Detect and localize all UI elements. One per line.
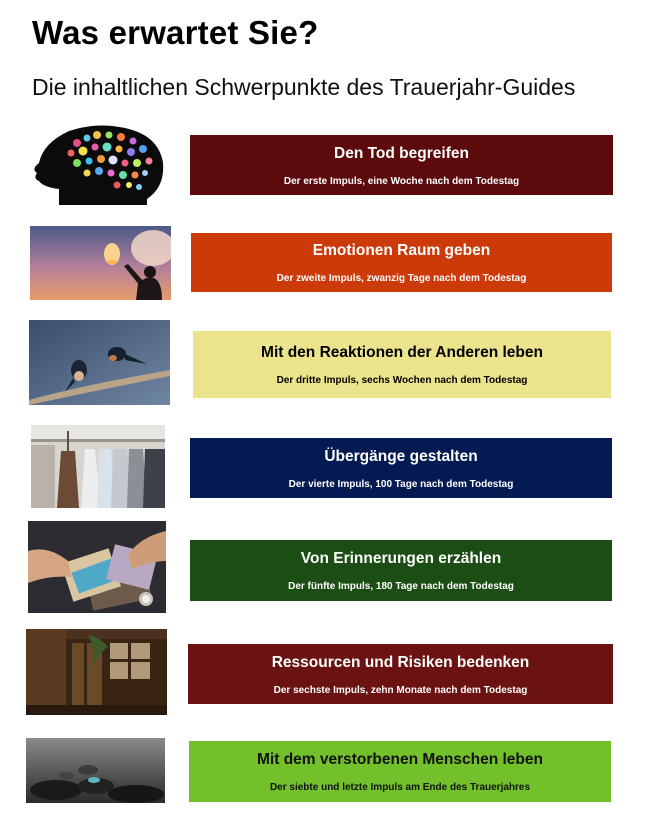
swallows-on-branch-image: [29, 320, 170, 405]
topic-subtitle: Der vierte Impuls, 100 Tage nach dem Todestag: [288, 478, 514, 490]
topic-banner-3: [193, 331, 611, 398]
topic-subtitle: Der siebte und letzte Impuls am Ende des Trauerjahres: [269, 782, 531, 793]
topic-banner-1: [190, 135, 613, 195]
topic-subtitle: Der zweite Impuls, zwanzig Tage nach dem Todestag: [276, 273, 527, 284]
topic-banner-5: [190, 540, 612, 601]
topic-title: Ressourcen und Risiken bedenken: [271, 653, 530, 671]
topic-banner-7: [189, 741, 611, 802]
wardrobe-clothes-image: [31, 425, 165, 508]
topic-banner-4: [190, 438, 612, 498]
sky-lantern-image: [30, 226, 171, 300]
topic-title: Übergänge gestalten: [324, 447, 478, 465]
topic-title: Den Tod begreifen: [334, 144, 469, 162]
topic-subtitle: Der fünfte Impuls, 180 Tage nach dem Todestag: [288, 581, 514, 592]
dark-stones-image: [26, 738, 165, 803]
topic-title: Mit dem verstorbenen Menschen leben: [257, 751, 543, 768]
topic-subtitle: Der erste Impuls, eine Woche nach dem Todestag: [283, 175, 520, 187]
page-subtitle: Die inhaltlichen Schwerpunkte des Trauerjahr-Guides: [32, 74, 576, 100]
old-wooden-door-image: [26, 629, 167, 715]
topic-title: Mit den Reaktionen der Anderen leben: [261, 344, 543, 361]
topic-banner-6: [188, 644, 613, 704]
photos-in-hands-image: [28, 521, 166, 613]
topic-subtitle: Der sechste Impuls, zehn Monate nach dem Todestag: [273, 684, 528, 696]
page-title: Was erwartet Sie?: [32, 14, 319, 51]
topic-banner-2: [191, 233, 612, 292]
brain-silhouette-image: [29, 123, 166, 205]
topic-title: Emotionen Raum geben: [312, 242, 491, 259]
topic-subtitle: Der dritte Impuls, sechs Wochen nach dem Todestag: [276, 375, 528, 386]
topic-title: Von Erinnerungen erzählen: [300, 550, 502, 567]
